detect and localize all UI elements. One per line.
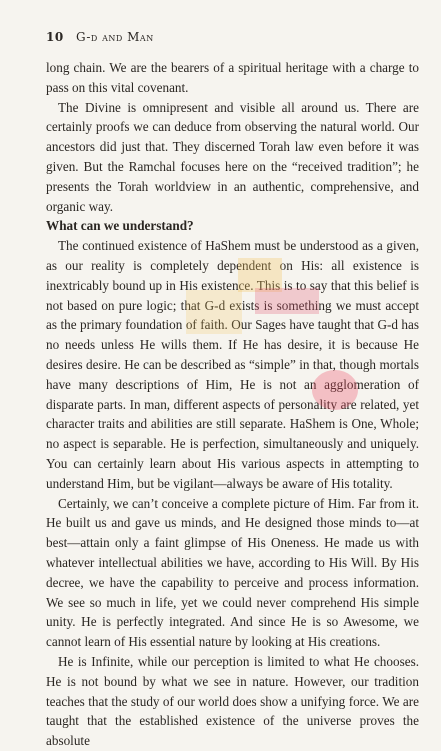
paragraph: The continued existence of HaShem must be understood as a given, as our reality is completely dependent on His: all existence is inextricably bound up in His existence. This is to say that this belief is not based on pure logic; that G-d exists is something we must accept as the primary foundation of faith. Our Sages have taught that G-d has no needs unless He wills them. If He has desire, it is because He desires desire. He can be described as “simple” in that, though mortals have many descriptions of Him, He is not an agglomeration of disparate parts. In man, different aspects of personality are related, yet character traits and abilities are still separate. HaShem is One, Whole; no aspect is separable. He is perfection, simultaneously and uniquely. You can certainly learn about His various aspects in attempting to understand Him, but be vigilant—always be aware of His totality. <box>46 238 419 491</box>
page-number: 10 <box>46 30 64 44</box>
paragraph: He is Infinite, while our perception is limited to what He chooses. He is not bound by what we see in nature. However, our tradition teaches that the study of our world does show a unifying force. We are taught that the established existence of the universe proves the absolute <box>46 653 419 749</box>
paragraph: The Divine is omnipresent and visible all around us. There are certainly proofs we can deduce from observing the natural world. Our ancestors did just that. They discerned Torah law even before it was given. But the Ramchal focuses here on the “received tradition”; he presents the Torah worldview in an authentic, comprehensive, and organic way. <box>46 99 419 214</box>
paragraph-continuation: long chain. We are the bearers of a spiritual heritage with a charge to pass on this vital covenant. <box>46 60 419 95</box>
section-heading: What can we understand? <box>46 218 194 234</box>
running-title: G-d and Man <box>76 30 154 44</box>
running-header <box>46 30 154 44</box>
page-body <box>46 58 419 751</box>
paragraph: Certainly, we can’t conceive a complete picture of Him. Far from it. He built us and gave us minds, and He designed those minds to—at best—attain only a faint glimpse of His Oneness. He made us with whatever intellectual abilities we have, according to His Will. By His decree, we have the capability to perceive and process information. We see so much in life, yet we could never comprehend His simple unity. He is perfectly integrated. And since He is so Awesome, we cannot learn of His essential nature by looking at His creations. <box>46 495 419 650</box>
